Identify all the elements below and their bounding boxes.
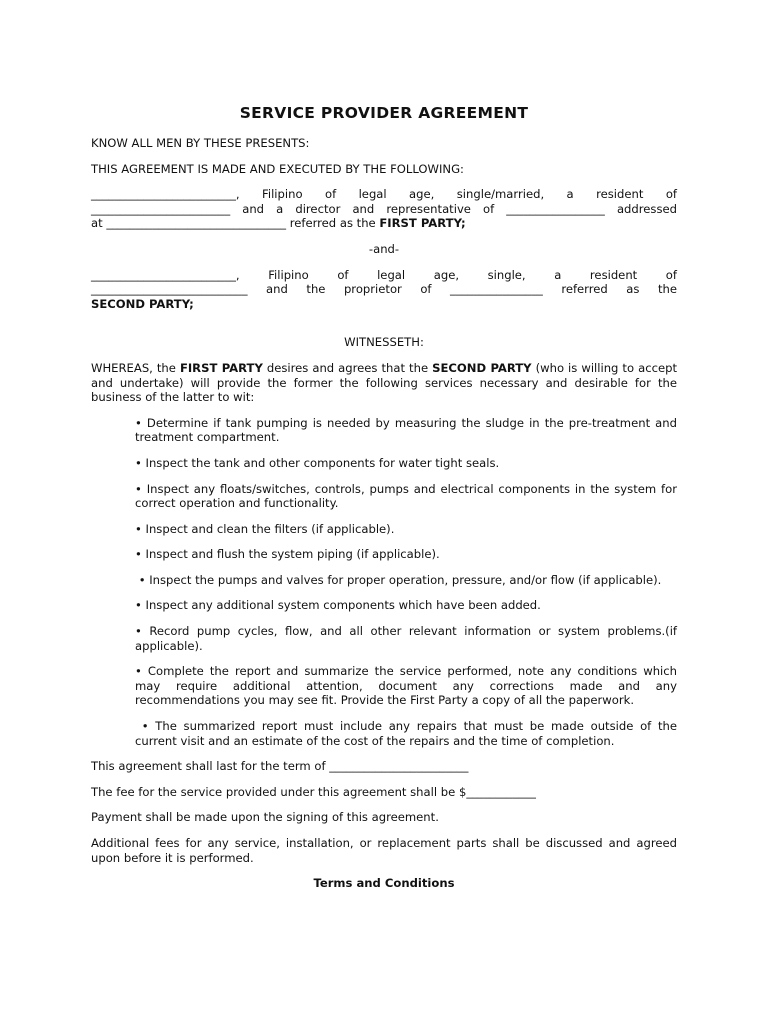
whereas-text-2: desires and agrees that the [262, 360, 433, 375]
second-party-label: SECOND PARTY; [91, 296, 194, 311]
whereas-second-party: SECOND PARTY [432, 360, 532, 375]
whereas-paragraph [91, 361, 677, 405]
service-item: • Inspect and flush the system piping (if applicable). [135, 547, 440, 562]
service-item: • Inspect and clean the filters (if applicable). [135, 521, 395, 536]
service-item: • Inspect the tank and other components for water tight seals. [135, 455, 500, 470]
additional-fees-clause: Additional fees for any service, installation, or replacement parts shall be discussed and agreed upon before it is performed. [91, 836, 677, 865]
terms-heading [91, 876, 677, 891]
first-party-label: FIRST PARTY; [379, 216, 466, 231]
intro-agreement-made: THIS AGREEMENT IS MADE AND EXECUTED BY THE FOLLOWING: [91, 161, 464, 176]
service-item: • Determine if tank pumping is needed by measuring the sludge in the pre-treatment and treatment compartment. [135, 415, 677, 445]
whereas-first-party: FIRST PARTY [179, 360, 263, 375]
document-title: SERVICE PROVIDER AGREEMENT [239, 104, 529, 122]
intro-know-all-men: KNOW ALL MEN BY THESE PRESENTS: [91, 136, 310, 150]
witnesseth-heading: WITNESSETH: [344, 335, 424, 350]
term-clause: This agreement shall last for the term of ________________________ [91, 759, 469, 774]
service-item: • Inspect any additional system components which have been added. [135, 598, 541, 613]
second-party-line-2: ___________________________ and the proprietor of ________________ referred as the [91, 282, 677, 297]
second-party-block [91, 268, 677, 312]
whereas-text-1: WHEREAS, the [91, 360, 180, 375]
first-party-line-1: _________________________, Filipino of legal age, single/married, a resident of [91, 187, 677, 202]
and-separator: -and- [368, 241, 400, 256]
service-item: • The summarized report must include any repairs that must be made outside of the current visit and an estimate of the cost of the repairs and the time of completion. [135, 719, 681, 748]
whereas-text-3: (who is willing to accept and undertake) will provide the former the following services necessary and desirable for the business of the latter to wit: [91, 360, 677, 405]
payment-clause: Payment shall be made upon the signing of this agreement. [91, 810, 439, 825]
service-item: • Inspect any floats/switches, controls, pumps and electrical components in the system for correct operation and functionality. [135, 481, 677, 511]
service-item: • Complete the report and summarize the service performed, note any conditions which may require additional attention, document any corrections made and any recommendations you may see fit. Provide the First Party a copy of all the paperwork. [135, 664, 677, 708]
services-list [91, 415, 681, 749]
first-party-line-3 [91, 216, 677, 231]
terms-heading-text: Terms and Conditions [313, 876, 455, 891]
first-party-block [91, 187, 677, 231]
first-party-line-2: ________________________ and a director and representative of _________________ addressed [91, 201, 677, 216]
service-item: • Record pump cycles, flow, and all other relevant information or system problems.(if applicable). [135, 624, 677, 653]
service-item: • Inspect the pumps and valves for proper operation, pressure, and/or flow (if applicable). [135, 572, 662, 587]
first-party-line-3-text: at _______________________________ referred as the [91, 216, 380, 231]
second-party-line-3 [91, 297, 677, 312]
fee-clause: The fee for the service provided under this agreement shall be $____________ [91, 784, 536, 799]
second-party-line-1: _________________________, Filipino of legal age, single, a resident of [91, 267, 677, 282]
